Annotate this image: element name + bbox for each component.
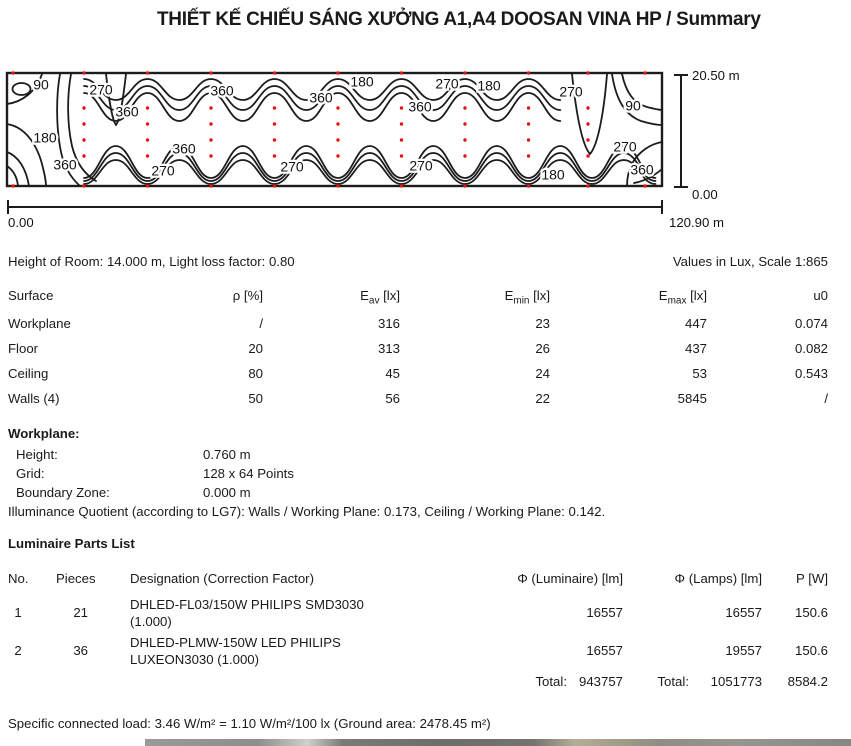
surface-name: Ceiling — [8, 366, 49, 381]
contour-label: 270 — [89, 81, 113, 98]
col-phi-luminaire: Φ (Luminaire) [lm] — [517, 571, 623, 586]
col-pieces: Pieces — [56, 571, 96, 586]
contour-label: 180 — [350, 73, 374, 90]
x-scale-end-label: 120.90 m — [669, 215, 724, 230]
illuminance-quotient-note: Illuminance Quotient (according to LG7): Walls / Working Plane: 0.173, Ceiling / Working Plane: 0.142. — [8, 504, 606, 519]
contour-label: 360 — [210, 82, 234, 99]
y-scale-top-label: 20.50 m — [692, 68, 740, 83]
project-title: THIẾT KẾ CHIẾU SÁNG XƯỞNG A1,A4 DOOSAN VINA HP — [157, 9, 662, 30]
col-phi-lamps: Φ (Lamps) [lm] — [674, 571, 762, 586]
contour-label: 90 — [33, 76, 49, 93]
contour-label: 360 — [115, 103, 139, 120]
contour-label: 90 — [625, 97, 641, 114]
surface-table-header — [0, 288, 851, 306]
isolux-contour-plot — [0, 0, 851, 250]
parts-list-heading: Luminaire Parts List — [8, 536, 135, 551]
table-row-floor: Floor 20 313 26 437 0.082 — [8, 341, 828, 356]
surface-name: Walls (4) — [8, 391, 60, 406]
contour-label: 360 — [53, 156, 77, 173]
col-surface: Surface — [8, 288, 54, 303]
total-phi-lamps: 1051773 — [710, 674, 762, 689]
room-height-info: Height of Room: 14.000 m, Light loss factor: 0.80 — [8, 254, 295, 269]
col-power: P [W] — [796, 571, 828, 586]
workplane-grid-row: Grid: 128 x 64 Points — [16, 466, 294, 481]
contour-label: 270 — [559, 83, 583, 100]
total-label: Total: — [535, 674, 567, 689]
parts-list-header — [0, 571, 851, 589]
contour-label: 360 — [630, 161, 654, 178]
col-u0: u0 — [813, 288, 828, 303]
parts-total-row — [0, 674, 851, 692]
luminaire-designation: DHLED-PLMW-150W LED PHILIPS LUXEON3030 (1.000) — [130, 635, 341, 667]
x-scale-start-label: 0.00 — [8, 215, 34, 230]
contour-label: 270 — [409, 157, 433, 174]
total-label: Total: — [657, 674, 689, 689]
contour-label: 270 — [280, 158, 304, 175]
contour-label: 360 — [408, 98, 432, 115]
contour-label: 180 — [33, 129, 57, 146]
parts-row-1: DHLED-FL03/150W PHILIPS SMD3030 (1.000) 1 21 16557 16557 150.6 — [14, 597, 828, 629]
workplane-height-row: Height: 0.760 m — [16, 447, 251, 462]
contour-label: 180 — [541, 166, 565, 183]
contour-label: 270 — [435, 75, 459, 92]
col-no: No. — [8, 571, 29, 586]
workplane-boundary-row: Boundary Zone: 0.000 m — [16, 485, 251, 500]
report-section-title: Summary — [676, 9, 761, 30]
col-designation: Designation (Correction Factor) — [130, 571, 314, 586]
table-row-walls: Walls (4) 50 56 22 5845 / — [8, 391, 828, 406]
title-separator: / — [661, 9, 677, 30]
contour-label: 360 — [172, 140, 196, 157]
table-row-workplane: Workplane / 316 23 447 0.074 — [8, 316, 828, 331]
contour-label: 360 — [309, 89, 333, 106]
total-power: 8584.2 — [787, 674, 828, 689]
workplane-heading: Workplane: — [8, 426, 80, 441]
contour-label: 180 — [477, 77, 501, 94]
col-emin: $E_{min}$ [lx] — [504, 288, 550, 307]
table-row-ceiling: Ceiling 80 45 24 53 0.543 — [8, 366, 828, 381]
total-phi-luminaire: 943757 — [578, 674, 623, 689]
col-rho: ρ [%] — [232, 288, 263, 303]
surface-name: Floor — [8, 341, 39, 356]
parts-row-2: DHLED-PLMW-150W LED PHILIPS LUXEON3030 (1.000) 2 36 16557 19557 150.6 — [14, 635, 828, 667]
background-window-strip — [145, 739, 851, 746]
col-emax: $E_{max}$ [lx] — [658, 288, 707, 307]
info-line — [0, 254, 851, 272]
contour-label: 270 — [151, 162, 175, 179]
scale-info: Values in Lux, Scale 1:865 — [672, 254, 828, 269]
luminaire-designation: DHLED-FL03/150W PHILIPS SMD3030 (1.000) — [130, 597, 364, 629]
surface-name: Workplane — [8, 316, 71, 331]
contour-label: 270 — [613, 138, 637, 155]
y-scale-bottom-label: 0.00 — [692, 187, 718, 202]
specific-load-line: Specific connected load: 3.46 W/m² = 1.10 W/m²/100 lx (Ground area: 2478.45 m²) — [8, 716, 491, 731]
col-eav: $E_{av}$ [lx] — [360, 288, 400, 307]
